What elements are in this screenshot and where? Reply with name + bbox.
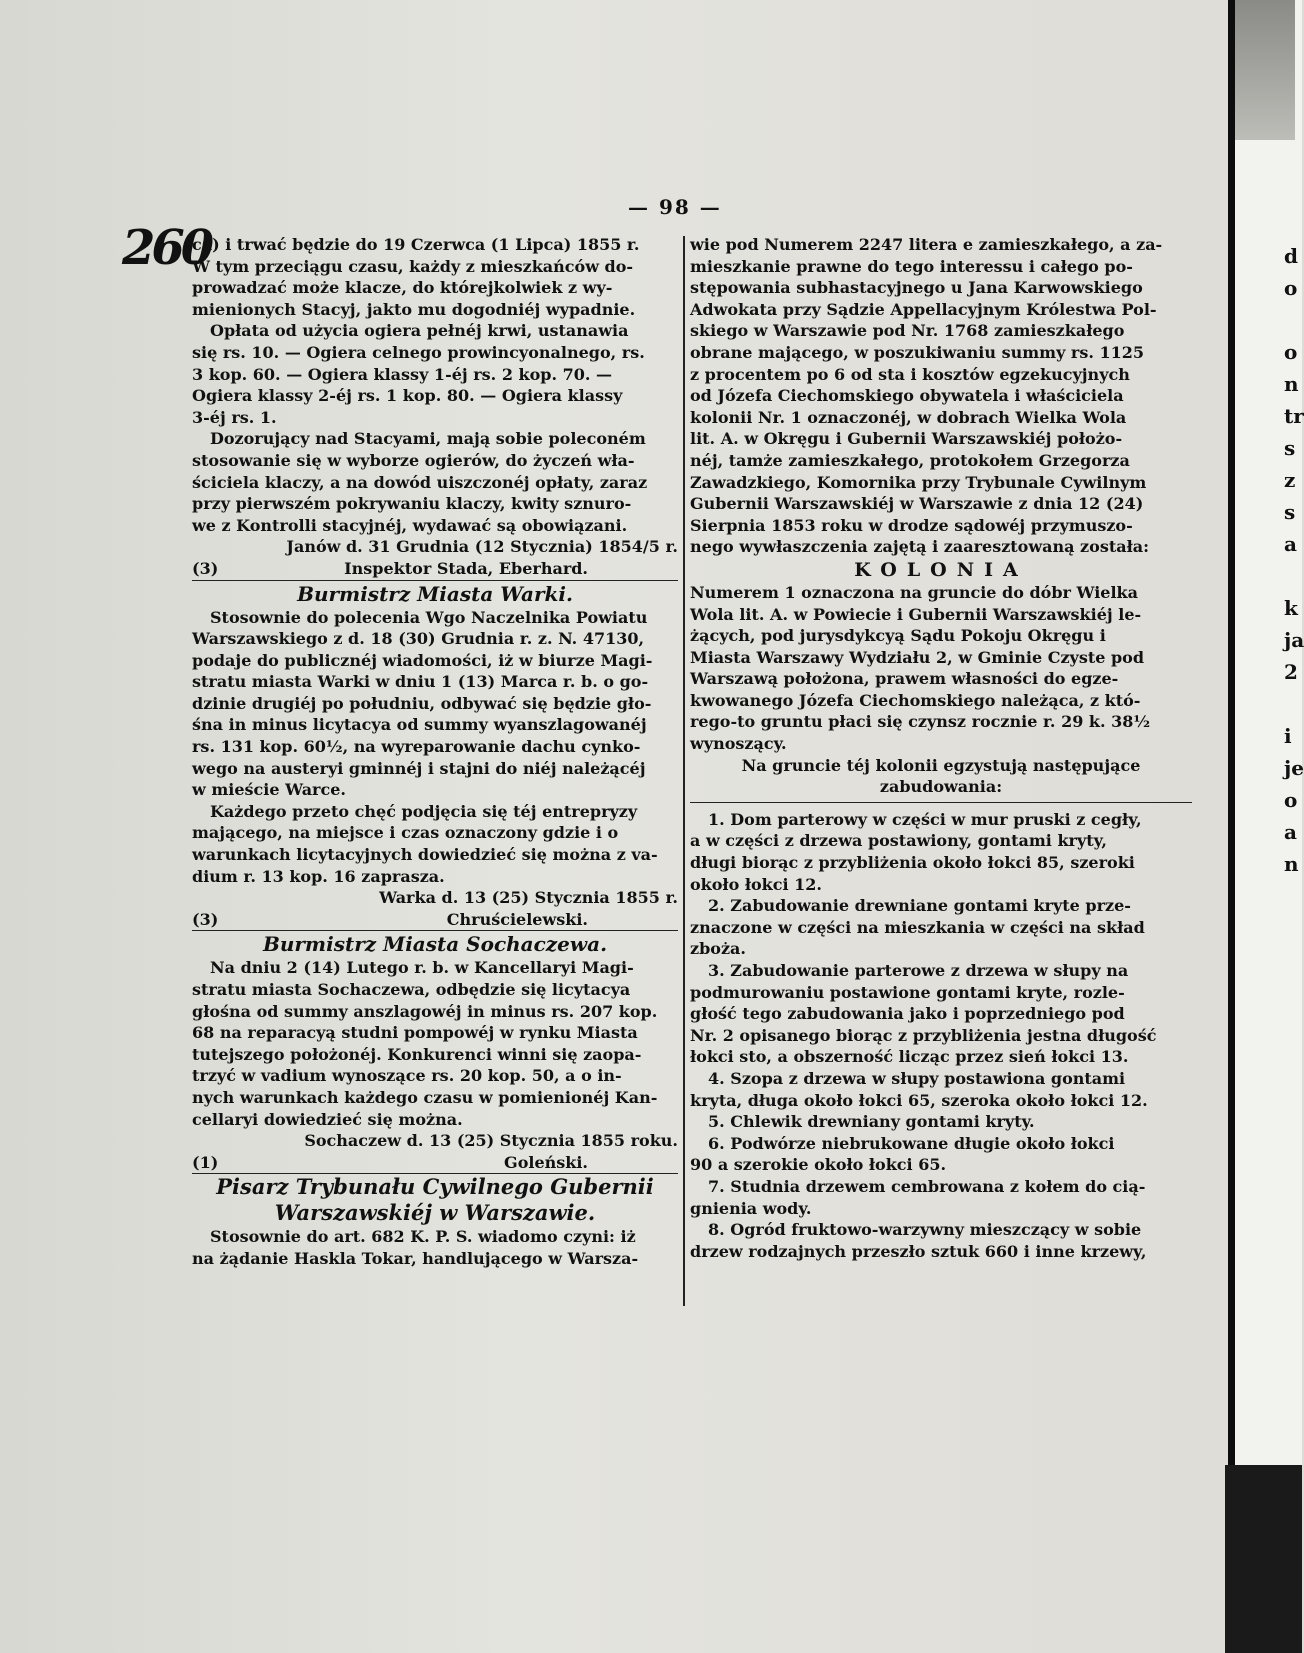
edge-fragment-text: o xyxy=(1284,276,1298,300)
text-line: stratu miasta Sochaczewa, odbędzie się licytacya xyxy=(192,980,631,999)
edge-fragment-text xyxy=(1284,304,1296,336)
page-number: — 98 — xyxy=(628,195,722,219)
text-line: cellaryi dowiedzieć się można. xyxy=(192,1109,463,1129)
footer-number: (3) xyxy=(192,558,219,578)
text-line: tutejszego położonéj. Konkurenci winni się zaopa- xyxy=(192,1044,642,1064)
text-line: Nr. 2 opisanego biorąc z przybliżenia jestna długość xyxy=(690,1025,1157,1045)
text-line: 7. Studnia drzewem cembrowana z kołem do cią- xyxy=(708,1176,1146,1196)
edge-fragment-text: o xyxy=(1284,340,1298,364)
edge-fragment-text: z xyxy=(1284,468,1296,492)
kolonia-heading: KOLONIA xyxy=(854,558,1028,581)
left-column xyxy=(192,234,678,1270)
edge-fragment-text: s xyxy=(1284,500,1296,524)
text-line: się rs. 10. — Ogiera celnego prowincyonalnego, rs. xyxy=(192,342,645,362)
text-line: drzew rodzajnych przeszło sztuk 660 i inne krzewy, xyxy=(690,1241,1147,1261)
text-line: Stosownie do polecenia Wgo Naczelnika Powiatu xyxy=(210,607,648,627)
right-section-buildings-list xyxy=(690,809,1192,1262)
text-line: około łokci 12. xyxy=(690,874,822,894)
text-line: głośna od summy anszlagowéj in minus rs. 207 kop. xyxy=(192,1001,658,1021)
left-section3-footer xyxy=(192,1152,678,1174)
text-line: żących, pod jurysdykcyą Sądu Pokoju Okręgu i xyxy=(690,626,1106,646)
text-line: w mieście Warce. xyxy=(192,780,346,800)
text-line: 3-éj rs. 1. xyxy=(192,407,277,427)
text-line: Janów d. 31 Grudnia (12 Stycznia) 1854/5 r. xyxy=(286,537,678,557)
text-line: Adwokata przy Sądzie Appellacyjnym Królestwa Pol- xyxy=(690,299,1157,319)
buildings-intro-line-1: Na gruncie téj kolonii egzystują następujące xyxy=(741,755,1141,775)
text-line: Warka d. 13 (25) Stycznia 1855 r. xyxy=(379,888,678,908)
section-heading-tribunal-2: Warszawskiéj w Warszawie. xyxy=(274,1200,596,1226)
text-line: warunkach licytacyjnych dowiedzieć się można z va- xyxy=(192,845,658,865)
edge-fragment-text xyxy=(1284,688,1296,720)
text-line: Wola lit. A. w Powiecie i Gubernii Warszawskiéj le- xyxy=(690,604,1142,624)
edge-fragment-text xyxy=(1284,560,1296,592)
text-line: rego-to gruntu płaci się czynsz rocznie r. 29 k. 38½ xyxy=(690,712,1151,732)
edge-fragment-text: o xyxy=(1284,788,1298,812)
text-line: Zawadzkiego, Komornika przy Trybunale Cywilnym xyxy=(690,472,1147,492)
text-line: stratu miasta Warki w dniu 1 (13) Marca r. b. o go- xyxy=(192,672,649,692)
text-line: W tym przeciągu czasu, każdy z mieszkańców do- xyxy=(192,256,634,276)
right-section-kolonia-description xyxy=(690,582,1192,755)
edge-fragment-text: n xyxy=(1284,372,1299,396)
text-line: ca) i trwać będzie do 19 Czerwca (1 Lipca) 1855 r. xyxy=(192,235,640,254)
handwritten-mark: 260 xyxy=(122,220,211,276)
left-section1-footer xyxy=(192,558,678,580)
section-heading-sochaczew: Burmistrz Miasta Sochaczewa. xyxy=(192,930,678,957)
edge-fragment-text: a xyxy=(1284,820,1297,844)
footer-number: (3) xyxy=(192,909,219,929)
signature: Inspektor Stada, Eberhard. xyxy=(344,558,588,578)
text-line: skiego w Warszawie pod Nr. 1768 zamieszkałego xyxy=(690,321,1125,341)
text-line: Gubernii Warszawskiéj w Warszawie z dnia 12 (24) xyxy=(690,494,1144,514)
text-line: Opłata od użycia ogiera pełnéj krwi, ustanawia xyxy=(210,321,629,341)
text-line: 2. Zabudowanie drewniane gontami kryte prze- xyxy=(708,896,1131,916)
text-line: 3. Zabudowanie parterowe z drzewa w słupy na xyxy=(708,961,1129,980)
text-line: gnienia wody. xyxy=(690,1198,812,1218)
text-line: Sochaczew d. 13 (25) Stycznia 1855 roku. xyxy=(304,1131,678,1151)
text-line: 6. Podwórze niebrukowane długie około łokci xyxy=(708,1133,1115,1153)
text-line: Sierpnia 1853 roku w drodze sądowéj przymuszo- xyxy=(690,515,1133,535)
text-line: nego wywłaszczenia zajętą i zaaresztowaną została: xyxy=(690,537,1150,557)
text-line: lit. A. w Okręgu i Gubernii Warszawskiéj położo- xyxy=(690,429,1123,449)
section-heading-tribunal-1: Pisarz Trybunału Cywilnego Gubernii xyxy=(192,1173,678,1200)
column-divider xyxy=(683,236,685,1306)
edge-fragment-text: ja xyxy=(1284,628,1304,652)
text-line: mieszkanie prawne do tego interessu i całego po- xyxy=(690,256,1133,276)
text-line: wego na austeryi gminnéj i stajni do niéj należącéj xyxy=(192,758,646,778)
text-line: śna in minus licytacya od summy wyanszlagowanéj xyxy=(192,715,647,735)
text-line: stosowanie się w wyborze ogierów, do życzeń wła- xyxy=(192,450,635,470)
text-line: trzyć w vadium wynoszące rs. 20 kop. 50, a o in- xyxy=(192,1066,622,1086)
text-line: 4. Szopa z drzewa w słupy postawiona gontami xyxy=(708,1068,1126,1088)
text-line: Warszawą położona, prawem własności do egze- xyxy=(690,669,1119,689)
text-line: przy pierwszém pokrywaniu klaczy, kwity sznuro- xyxy=(192,494,632,514)
text-line: dzinie drugiéj po południu, odbywać się będzie gło- xyxy=(192,693,652,713)
text-line: a w części z drzewa postawiony, gontami kryty, xyxy=(690,831,1107,851)
adjacent-page-text-fragment xyxy=(1284,240,1304,880)
text-line: Warszawskiego z d. 18 (30) Grudnia r. z. N. 47130, xyxy=(192,629,645,649)
right-section-seizure-notice xyxy=(690,234,1192,558)
text-line: wie pod Numerem 2247 litera e zamieszkałego, a za- xyxy=(690,235,1163,254)
edge-fragment-text: n xyxy=(1284,852,1299,876)
left-section-sochaczew-notice xyxy=(192,957,678,1151)
text-line: Na dniu 2 (14) Lutego r. b. w Kancellaryi Magi- xyxy=(210,958,634,978)
text-line: kolonii Nr. 1 oznaczonéj, w dobrach Wielka Wola xyxy=(690,407,1127,427)
text-line: głość tego zabudowania jako i poprzedniego pod xyxy=(690,1004,1125,1024)
left-section-stud-notice xyxy=(192,234,678,558)
text-line: 1. Dom parterowy w części w mur pruski z cegły, xyxy=(708,809,1142,829)
text-line: 68 na reparacyą studni pompowéj w rynku Miasta xyxy=(192,1023,638,1043)
text-line: długi biorąc z przybliżenia około łokci 85, szeroki xyxy=(690,853,1135,873)
text-line: 8. Ogród fruktowo-warzywny mieszczący w sobie xyxy=(708,1220,1142,1240)
text-line: 3 kop. 60. — Ogiera klassy 1-éj rs. 2 kop. 70. — xyxy=(192,364,613,384)
text-line: Stosownie do art. 682 K. P. S. wiadomo czyni: iż xyxy=(210,1227,636,1247)
page-edge-shadow xyxy=(1235,0,1295,140)
section-heading-warka: Burmistrz Miasta Warki. xyxy=(192,580,678,607)
text-line: ściciela klaczy, a na dowód uiszczonéj opłaty, zaraz xyxy=(192,472,648,492)
left-section-tribunal-notice xyxy=(192,1226,678,1269)
edge-fragment-text: s xyxy=(1284,436,1296,460)
left-section2-footer xyxy=(192,909,678,931)
edge-fragment-text: 2 xyxy=(1284,660,1298,684)
text-line: nych warunkach każdego czasu w pomienionéj Kan- xyxy=(192,1087,658,1107)
text-line: we z Kontrolli stacyjnéj, wydawać są obowiązani. xyxy=(192,515,628,535)
text-line: podaje do publicznéj wiadomości, iż w biurze Magi- xyxy=(192,650,653,670)
edge-fragment-text: k xyxy=(1284,596,1298,620)
edge-fragment-text: d xyxy=(1284,244,1298,268)
edge-fragment-text: a xyxy=(1284,532,1297,556)
text-line: łokci sto, a obszerność licząc przez sień łokci 13. xyxy=(690,1047,1129,1067)
text-line: dium r. 13 kop. 16 zaprasza. xyxy=(192,866,445,886)
text-line: stępowania subhastacyjnego u Jana Karwowskiego xyxy=(690,278,1143,298)
text-line: Dozorujący nad Stacyami, mają sobie poleconém xyxy=(210,429,646,449)
signature: Goleński. xyxy=(504,1152,588,1172)
edge-fragment-text: tr xyxy=(1284,404,1304,428)
text-line: rs. 131 kop. 60½, na wyreparowanie dachu cynko- xyxy=(192,737,641,757)
buildings-intro-line-2: zabudowania: xyxy=(879,777,1003,797)
text-line: Każdego przeto chęć podjęcia się téj entrepryzy xyxy=(210,801,638,821)
text-line: obrane mającego, w poszukiwaniu summy rs. 1125 xyxy=(690,342,1145,362)
right-column xyxy=(690,234,1192,1262)
text-line: Ogiera klassy 2-éj rs. 1 kop. 80. — Ogiera klassy xyxy=(192,386,623,406)
text-line: z procentem po 6 od sta i kosztów egzekucyjnych xyxy=(690,364,1130,384)
page-edge-dark-corner xyxy=(1225,1465,1302,1653)
text-line: wynoszący. xyxy=(690,734,787,754)
text-line: mienionych Stacyj, jakto mu dogodniéj wypadnie. xyxy=(192,299,636,319)
text-line: od Józefa Ciechomskiego obywatela i właściciela xyxy=(690,386,1124,406)
text-line: podmurowaniu postawione gontami kryte, rozle- xyxy=(690,982,1125,1002)
text-line: 90 a szerokie około łokci 65. xyxy=(690,1155,947,1175)
edge-fragment-text: je xyxy=(1284,756,1304,780)
edge-fragment-text: i xyxy=(1284,724,1292,748)
text-line: znaczone w części na mieszkania w części na skład xyxy=(690,917,1145,937)
text-line: zboża. xyxy=(690,939,746,959)
text-line: na żądanie Haskla Tokar, handlującego w Warsza- xyxy=(192,1248,639,1268)
text-line: kryta, długa około łokci 65, szeroka około łokci 12. xyxy=(690,1090,1148,1110)
text-line: mającego, na miejsce i czas oznaczony gdzie i o xyxy=(192,823,619,843)
text-line: néj, tamże zamieszkałego, protokołem Grzegorza xyxy=(690,450,1130,470)
text-line: Miasta Warszawy Wydziału 2, w Gminie Czyste pod xyxy=(690,647,1145,667)
text-line: 5. Chlewik drewniany gontami kryty. xyxy=(708,1112,1035,1132)
text-line: prowadzać może klacze, do którejkolwiek z wy- xyxy=(192,278,613,298)
text-line: Numerem 1 oznaczona na gruncie do dóbr Wielka xyxy=(690,582,1138,602)
footer-number: (1) xyxy=(192,1152,219,1172)
text-line: kwowanego Józefa Ciechomskiego należąca, z któ- xyxy=(690,690,1141,710)
signature: Chruścielewski. xyxy=(446,909,588,929)
left-section-warka-notice xyxy=(192,607,678,909)
buildings-rule xyxy=(690,802,1192,803)
